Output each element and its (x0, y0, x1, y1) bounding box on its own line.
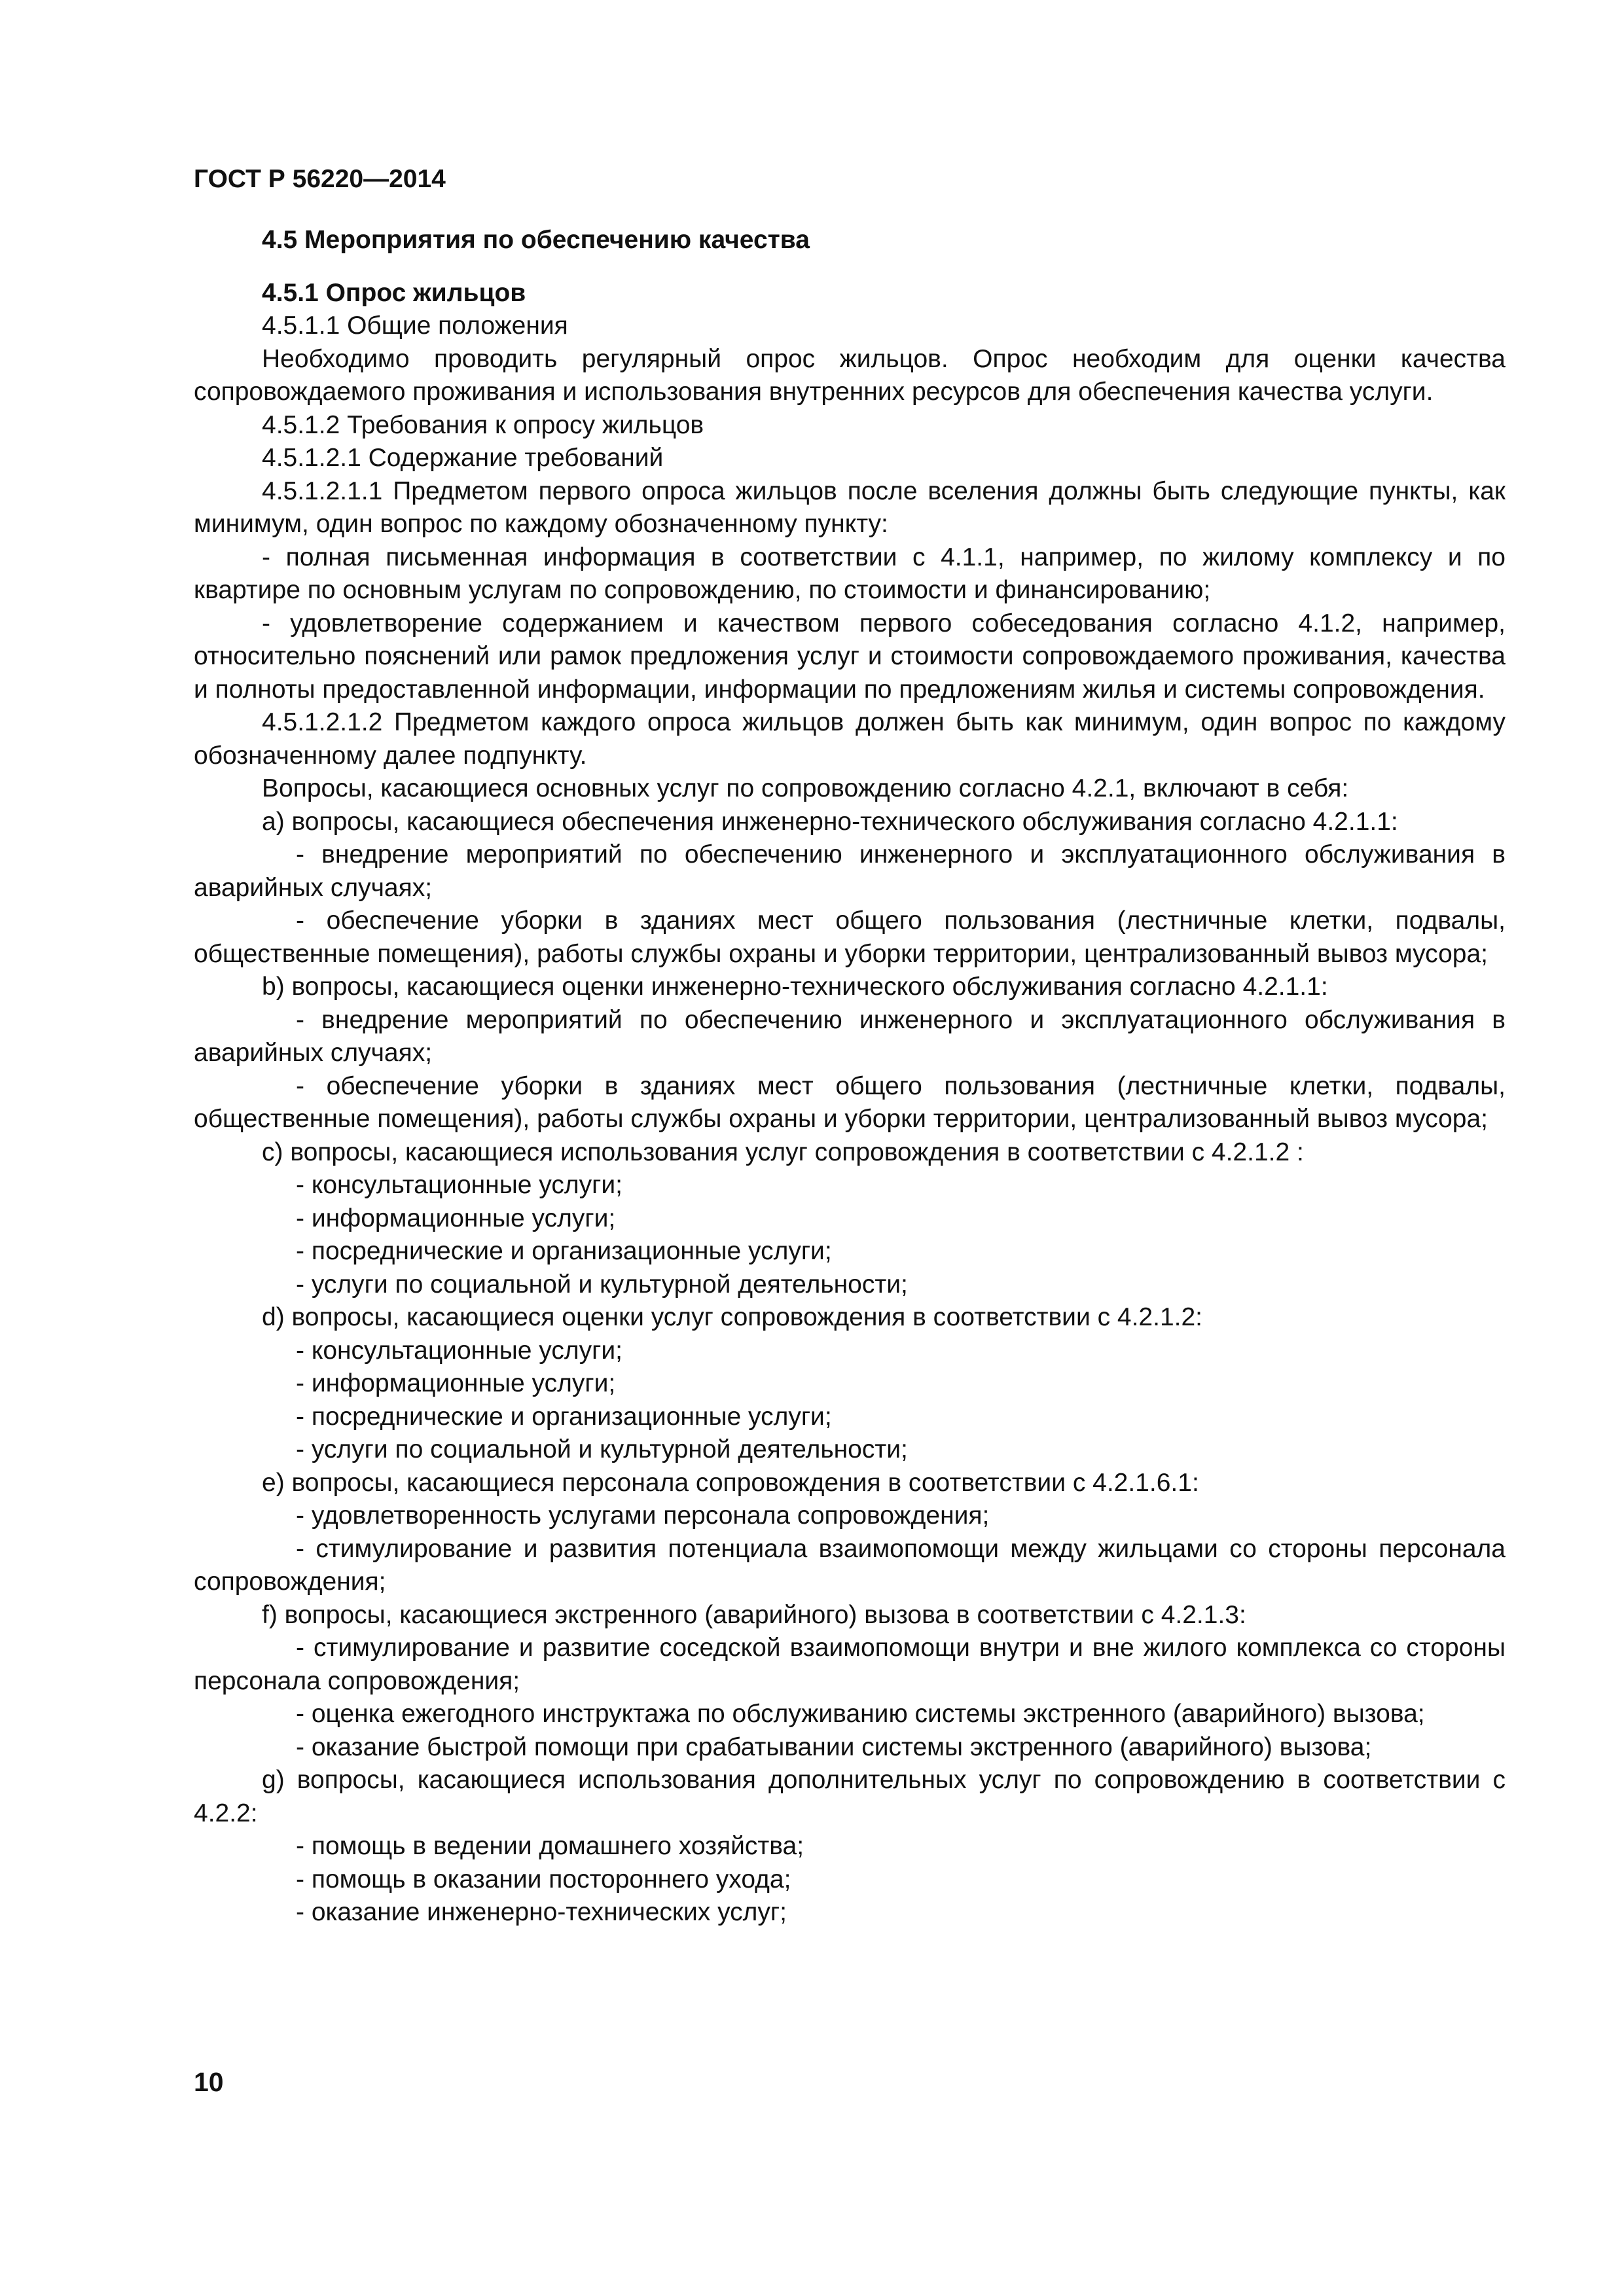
paragraph: - обеспечение уборки в зданиях мест общего пользования (лестничные клетки, подвалы, общественные помещения), работы службы охраны и уборки территории, централизованный вывоз мусора; (194, 906, 1506, 968)
paragraph: 4.5.1.2 Требования к опросу жильцов (262, 410, 704, 439)
paragraph: - консультационные услуги; (296, 1171, 623, 1199)
paragraph: - консультационные услуги; (296, 1336, 623, 1365)
document-header: ГОСТ Р 56220—2014 (194, 165, 446, 193)
page-number: 10 (194, 2067, 224, 2097)
paragraph: - посреднические и организационные услуги; (296, 1402, 832, 1431)
paragraph: e) вопросы, касающиеся персонала сопровождения в соответствии с 4.2.1.6.1: (262, 1468, 1199, 1497)
paragraph: - услуги по социальной и культурной деятельности; (296, 1270, 908, 1299)
paragraph: - удовлетворенность услугами персонала сопровождения; (296, 1501, 990, 1530)
paragraph: f) вопросы, касающиеся экстренного (аварийного) вызова в соответствии с 4.2.1.3: (262, 1600, 1246, 1629)
paragraph: - услуги по социальной и культурной деятельности; (296, 1435, 908, 1463)
paragraph: - внедрение мероприятий по обеспечению инженерного и эксплуатационного обслуживания в аварийных случаях; (194, 1005, 1506, 1067)
paragraph: g) вопросы, касающиеся использования дополнительных услуг по сопровождению в соответствии с 4.2.2: (194, 1766, 1506, 1827)
paragraph: - помощь в оказании постороннего ухода; (296, 1865, 791, 1893)
paragraph: - обеспечение уборки в зданиях мест общего пользования (лестничные клетки, подвалы, общественные помещения), работы службы охраны и уборки территории, централизованный вывоз мусора; (194, 1071, 1506, 1133)
paragraph: 4.5 Мероприятия по обеспечению качества (262, 226, 810, 254)
paragraph: - информационные услуги; (296, 1369, 616, 1397)
paragraph: - внедрение мероприятий по обеспечению инженерного и эксплуатационного обслуживания в аварийных случаях; (194, 840, 1506, 902)
document-body (194, 224, 1506, 1929)
paragraph: 4.5.1.2.1.1 Предметом первого опроса жильцов после вселения должны быть следующие пункты, как минимум, один вопрос по каждому обозначенному пункту: (194, 476, 1506, 538)
paragraph: - полная письменная информация в соответствии с 4.1.1, например, по жилому комплексу и по квартире по основным услугам по сопровождению, по стоимости и финансированию; (194, 543, 1506, 604)
paragraph: 4.5.1.2.1.2 Предметом каждого опроса жильцов должен быть как минимум, один вопрос по каждому обозначенному далее подпункту. (194, 708, 1506, 770)
paragraph: 4.5.1.2.1 Содержание требований (262, 444, 664, 472)
paragraph: - информационные услуги; (296, 1204, 616, 1232)
paragraph: - стимулирование и развитие соседской взаимопомощи внутри и вне жилого комплекса со стороны персонала сопровождения; (194, 1634, 1506, 1695)
paragraph: Необходимо проводить регулярный опрос жильцов. Опрос необходим для оценки качества сопровождаемого проживания и использования внутренних ресурсов для обеспечения качества услуги. (194, 344, 1506, 406)
paragraph: - оказание инженерно-технических услуг; (296, 1898, 787, 1926)
paragraph: Вопросы, касающиеся основных услуг по сопровождению согласно 4.2.1, включают в себя: (262, 774, 1349, 802)
paragraph: a) вопросы, касающиеся обеспечения инженерно-технического обслуживания согласно 4.2.1.1: (262, 807, 1398, 836)
paragraph: - удовлетворение содержанием и качеством первого собеседования согласно 4.1.2, например, относительно пояснений или рамок предложения услуг и стоимости сопровождаемого проживания, качества и полноты предоставленной информации, информации по предложениям жилья и системы сопровождения. (194, 609, 1506, 704)
paragraph: 4.5.1.1 Общие положения (262, 312, 568, 340)
paragraph: - посреднические и организационные услуги; (296, 1237, 832, 1265)
paragraph: - оказание быстрой помощи при срабатывании системы экстренного (аварийного) вызова; (296, 1732, 1372, 1761)
paragraph: d) вопросы, касающиеся оценки услуг сопровождения в соответствии с 4.2.1.2: (262, 1303, 1203, 1331)
paragraph: c) вопросы, касающиеся использования услуг сопровождения в соответствии с 4.2.1.2 : (262, 1138, 1304, 1166)
paragraph: - стимулирование и развития потенциала взаимопомощи между жильцами со стороны персонала сопровождения; (194, 1534, 1506, 1596)
paragraph: 4.5.1 Опрос жильцов (262, 278, 526, 307)
paragraph: b) вопросы, касающиеся оценки инженерно-технического обслуживания согласно 4.2.1.1: (262, 973, 1328, 1001)
paragraph: - оценка ежегодного инструктажа по обслуживанию системы экстренного (аварийного) вызова; (296, 1700, 1425, 1728)
paragraph: - помощь в ведении домашнего хозяйства; (296, 1832, 804, 1860)
